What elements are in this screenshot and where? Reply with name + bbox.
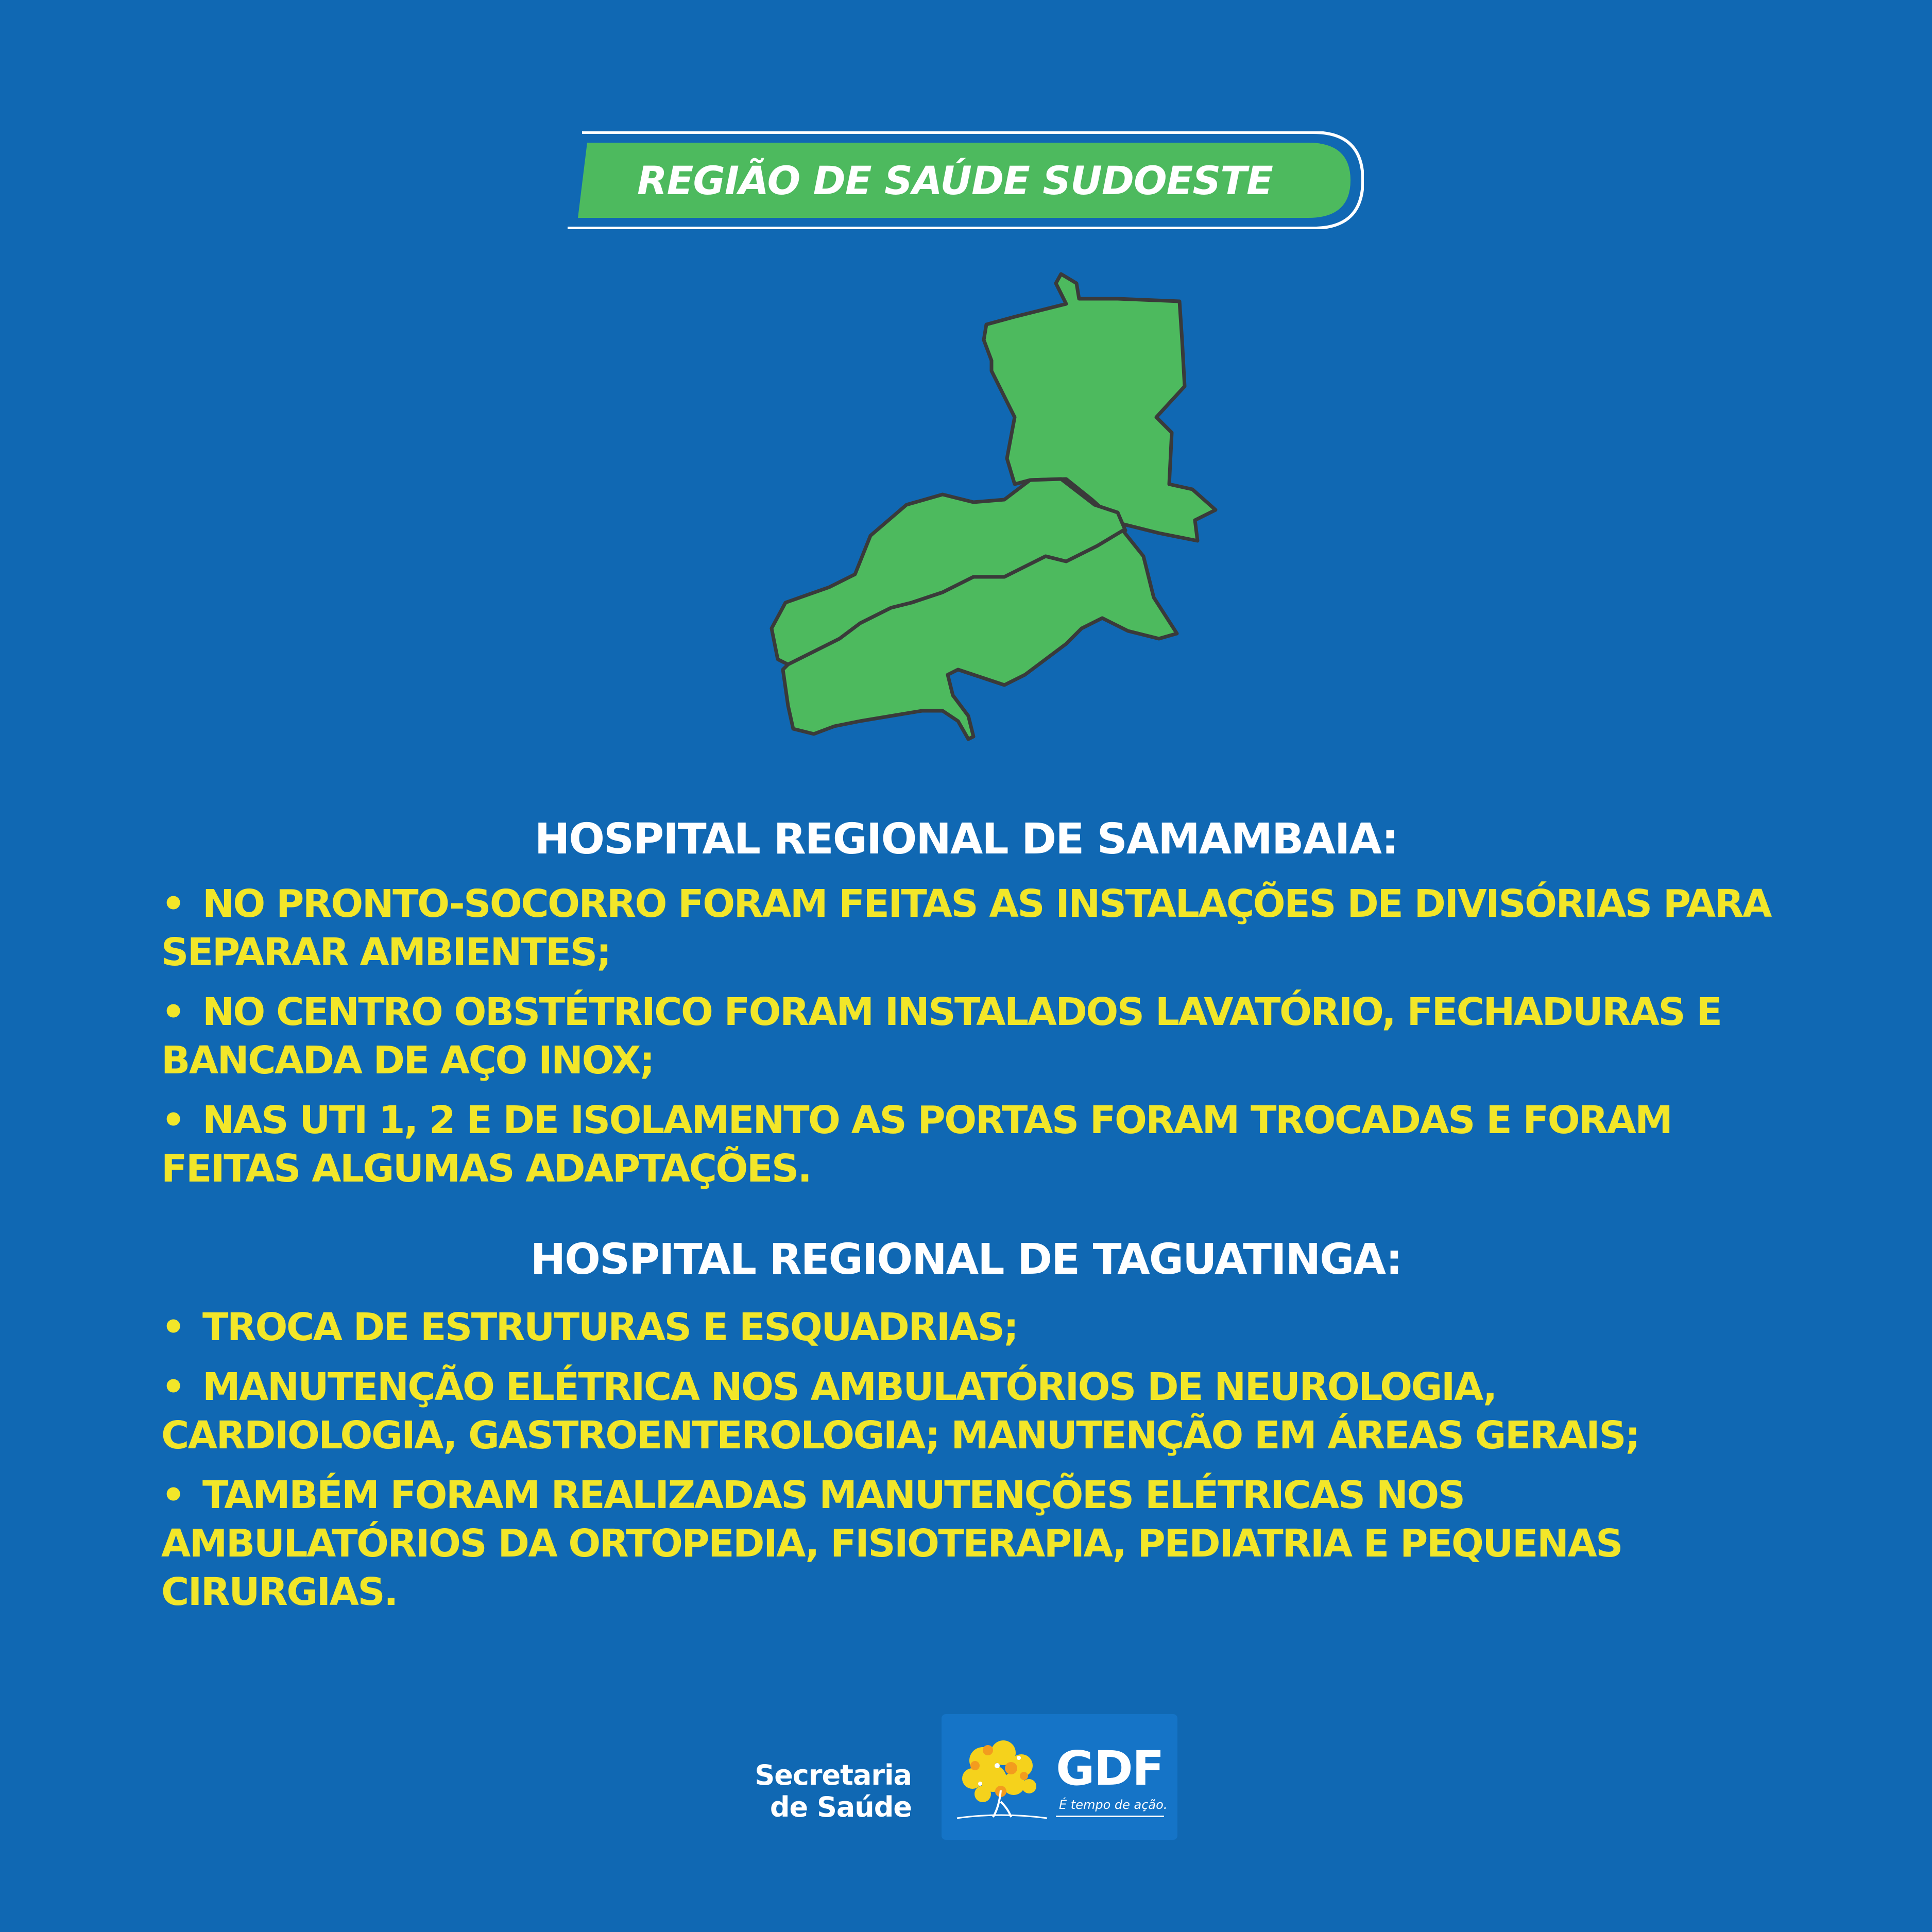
bullet-icon: •	[161, 882, 184, 926]
region-map-icon	[706, 268, 1231, 747]
gdf-underline	[1056, 1816, 1164, 1817]
gdf-title: GDF	[1056, 1741, 1164, 1796]
list-item: • TAMBÉM FORAM REALIZADAS MANUTENÇÕES ELÉTRICAS NOS AMBULATÓRIOS DA ORTOPEDIA, FISIOTERAPIA, PEDIATRIA E PEQUENAS CIRURGIAS.	[161, 1471, 1779, 1616]
secretaria-logo-text: Secretaria de Saúde	[755, 1759, 912, 1823]
taguatinga-bullet-list	[161, 1303, 1779, 1628]
ipe-tree-icon	[952, 1730, 1050, 1827]
bullet-icon: •	[161, 1473, 184, 1517]
list-item: • NO PRONTO-SOCORRO FORAM FEITAS AS INSTALAÇÕES DE DIVISÓRIAS PARA SEPARAR AMBIENTES;	[161, 880, 1779, 977]
section-title-samambaia: HOSPITAL REGIONAL DE SAMAMBAIA:	[534, 815, 1398, 864]
list-item: • NO CENTRO OBSTÉTRICO FORAM INSTALADOS LAVATÓRIO, FECHADURAS E BANCADA DE AÇO INOX;	[161, 988, 1779, 1085]
gdf-logo	[942, 1714, 1177, 1840]
samambaia-bullet-list	[161, 880, 1779, 1204]
gdf-slogan: É tempo de ação.	[1059, 1798, 1168, 1812]
bullet-icon: •	[161, 1098, 184, 1142]
section-title-taguatinga: HOSPITAL REGIONAL DE TAGUATINGA:	[530, 1235, 1402, 1284]
list-item: • MANUTENÇÃO ELÉTRICA NOS AMBULATÓRIOS DE NEUROLOGIA, CARDIOLOGIA, GASTROENTEROLOGIA; MANUTENÇÃO EM ÁREAS GERAIS;	[161, 1363, 1779, 1460]
banner-title: REGIÃO DE SAÚDE SUDOESTE	[637, 157, 1273, 203]
bullet-icon: •	[161, 1305, 184, 1349]
bullet-icon: •	[161, 1365, 184, 1409]
list-item: • NAS UTI 1, 2 E DE ISOLAMENTO AS PORTAS FORAM TROCADAS E FORAM FEITAS ALGUMAS ADAPTAÇÕES.	[161, 1096, 1779, 1193]
list-item: • TROCA DE ESTRUTURAS E ESQUADRIAS;	[161, 1303, 1779, 1352]
bullet-icon: •	[161, 990, 184, 1034]
region-banner	[567, 131, 1364, 229]
